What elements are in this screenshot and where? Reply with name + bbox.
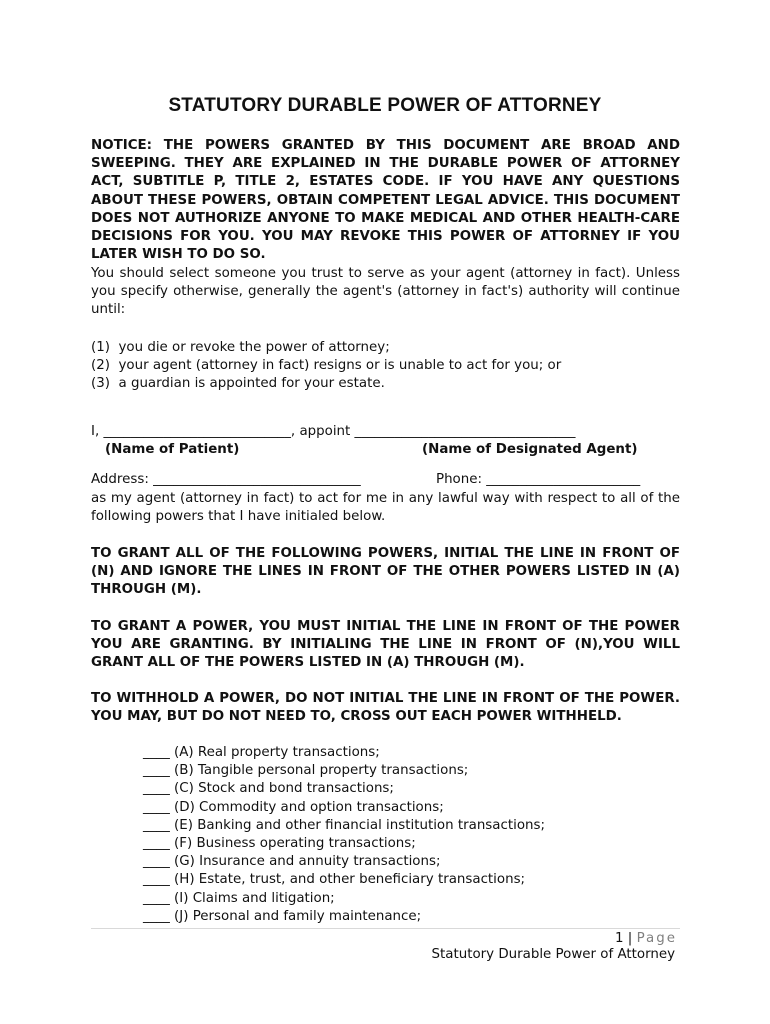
footer-divider bbox=[91, 928, 680, 929]
power-item: ____ (I) Claims and litigation; bbox=[143, 890, 335, 906]
power-item: ____ (E) Banking and other financial institution transactions; bbox=[143, 817, 545, 833]
intro-paragraph: You should select someone you trust to serve as your agent (attorney in fact). Unless you specify otherwise, generally the agent's (attorney in fact's) authority will continue until: bbox=[91, 266, 680, 318]
address-line: Address: _______________________________ bbox=[91, 472, 361, 487]
power-item: ____ (D) Commodity and option transactions; bbox=[143, 799, 444, 815]
patient-name-label: (Name of Patient) bbox=[105, 442, 240, 457]
power-item: ____ (B) Tangible personal property transactions; bbox=[143, 763, 469, 779]
power-item: ____ (G) Insurance and annuity transactions; bbox=[143, 854, 441, 870]
grant-power-instruction: TO GRANT A POWER, YOU MUST INITIAL THE LINE IN FRONT OF THE POWER YOU ARE GRANTING. BY INITIALING THE LINE IN FRONT OF (N),YOU WILL GRANT ALL OF THE POWERS LISTED IN (A) THROUGH (M). bbox=[91, 619, 680, 671]
phone-line: Phone: _______________________ bbox=[436, 472, 641, 487]
condition-item: (1) you die or revoke the power of attorney; bbox=[91, 340, 390, 355]
power-item: ____ (A) Real property transactions; bbox=[143, 745, 380, 760]
document-title: STATUTORY DURABLE POWER OF ATTORNEY bbox=[168, 95, 602, 116]
withhold-instruction: TO WITHHOLD A POWER, DO NOT INITIAL THE LINE IN FRONT OF THE POWER. YOU MAY, BUT DO NOT NEED TO, CROSS OUT EACH POWER WITHHELD. bbox=[91, 691, 680, 725]
power-item: ____ (J) Personal and family maintenance; bbox=[143, 908, 422, 924]
footer-title: Statutory Durable Power of Attorney bbox=[431, 947, 675, 962]
page-number bbox=[615, 931, 677, 946]
power-item: ____ (C) Stock and bond transactions; bbox=[143, 781, 394, 797]
page-number-value: 1 | bbox=[615, 931, 637, 946]
condition-item: (3) a guardian is appointed for your estate. bbox=[91, 376, 385, 392]
agent-name-label: (Name of Designated Agent) bbox=[422, 442, 638, 457]
agent-paragraph: as my agent (attorney in fact) to act for me in any lawful way with respect to all of the following powers that I have initialed below. bbox=[91, 491, 680, 525]
powers-list bbox=[143, 744, 545, 926]
power-item: ____ (F) Business operating transactions; bbox=[143, 836, 416, 852]
notice-paragraph: NOTICE: THE POWERS GRANTED BY THIS DOCUMENT ARE BROAD AND SWEEPING. THEY ARE EXPLAINED IN THE DURABLE POWER OF ATTORNEY ACT, SUBTITLE P, TITLE 2, ESTATES CODE. IF YOU HAVE ANY QUESTIONS ABOUT THESE POWERS, OBTAIN COMPETENT LEGAL ADVICE. THIS DOCUMENT DOES NOT AUTHORIZE ANYONE TO MAKE MEDICAL AND OTHER HEALTH-CARE DECISIONS FOR YOU. YOU MAY REVOKE THIS POWER OF ATTORNEY IF YOU LATER WISH TO DO SO. bbox=[91, 138, 680, 263]
power-item: ____ (H) Estate, trust, and other beneficiary transactions; bbox=[143, 872, 526, 888]
page-word: Page bbox=[636, 931, 677, 946]
conditions-list bbox=[91, 339, 680, 394]
appoint-line: I, ____________________________, appoint _________________________________ bbox=[91, 424, 576, 439]
grant-all-instruction: TO GRANT ALL OF THE FOLLOWING POWERS, INITIAL THE LINE IN FRONT OF (N) AND IGNORE THE LINES IN FRONT OF THE OTHER POWERS LISTED IN (A) THROUGH (M). bbox=[91, 546, 680, 598]
condition-item: (2) your agent (attorney in fact) resigns or is unable to act for you; or bbox=[91, 358, 562, 374]
